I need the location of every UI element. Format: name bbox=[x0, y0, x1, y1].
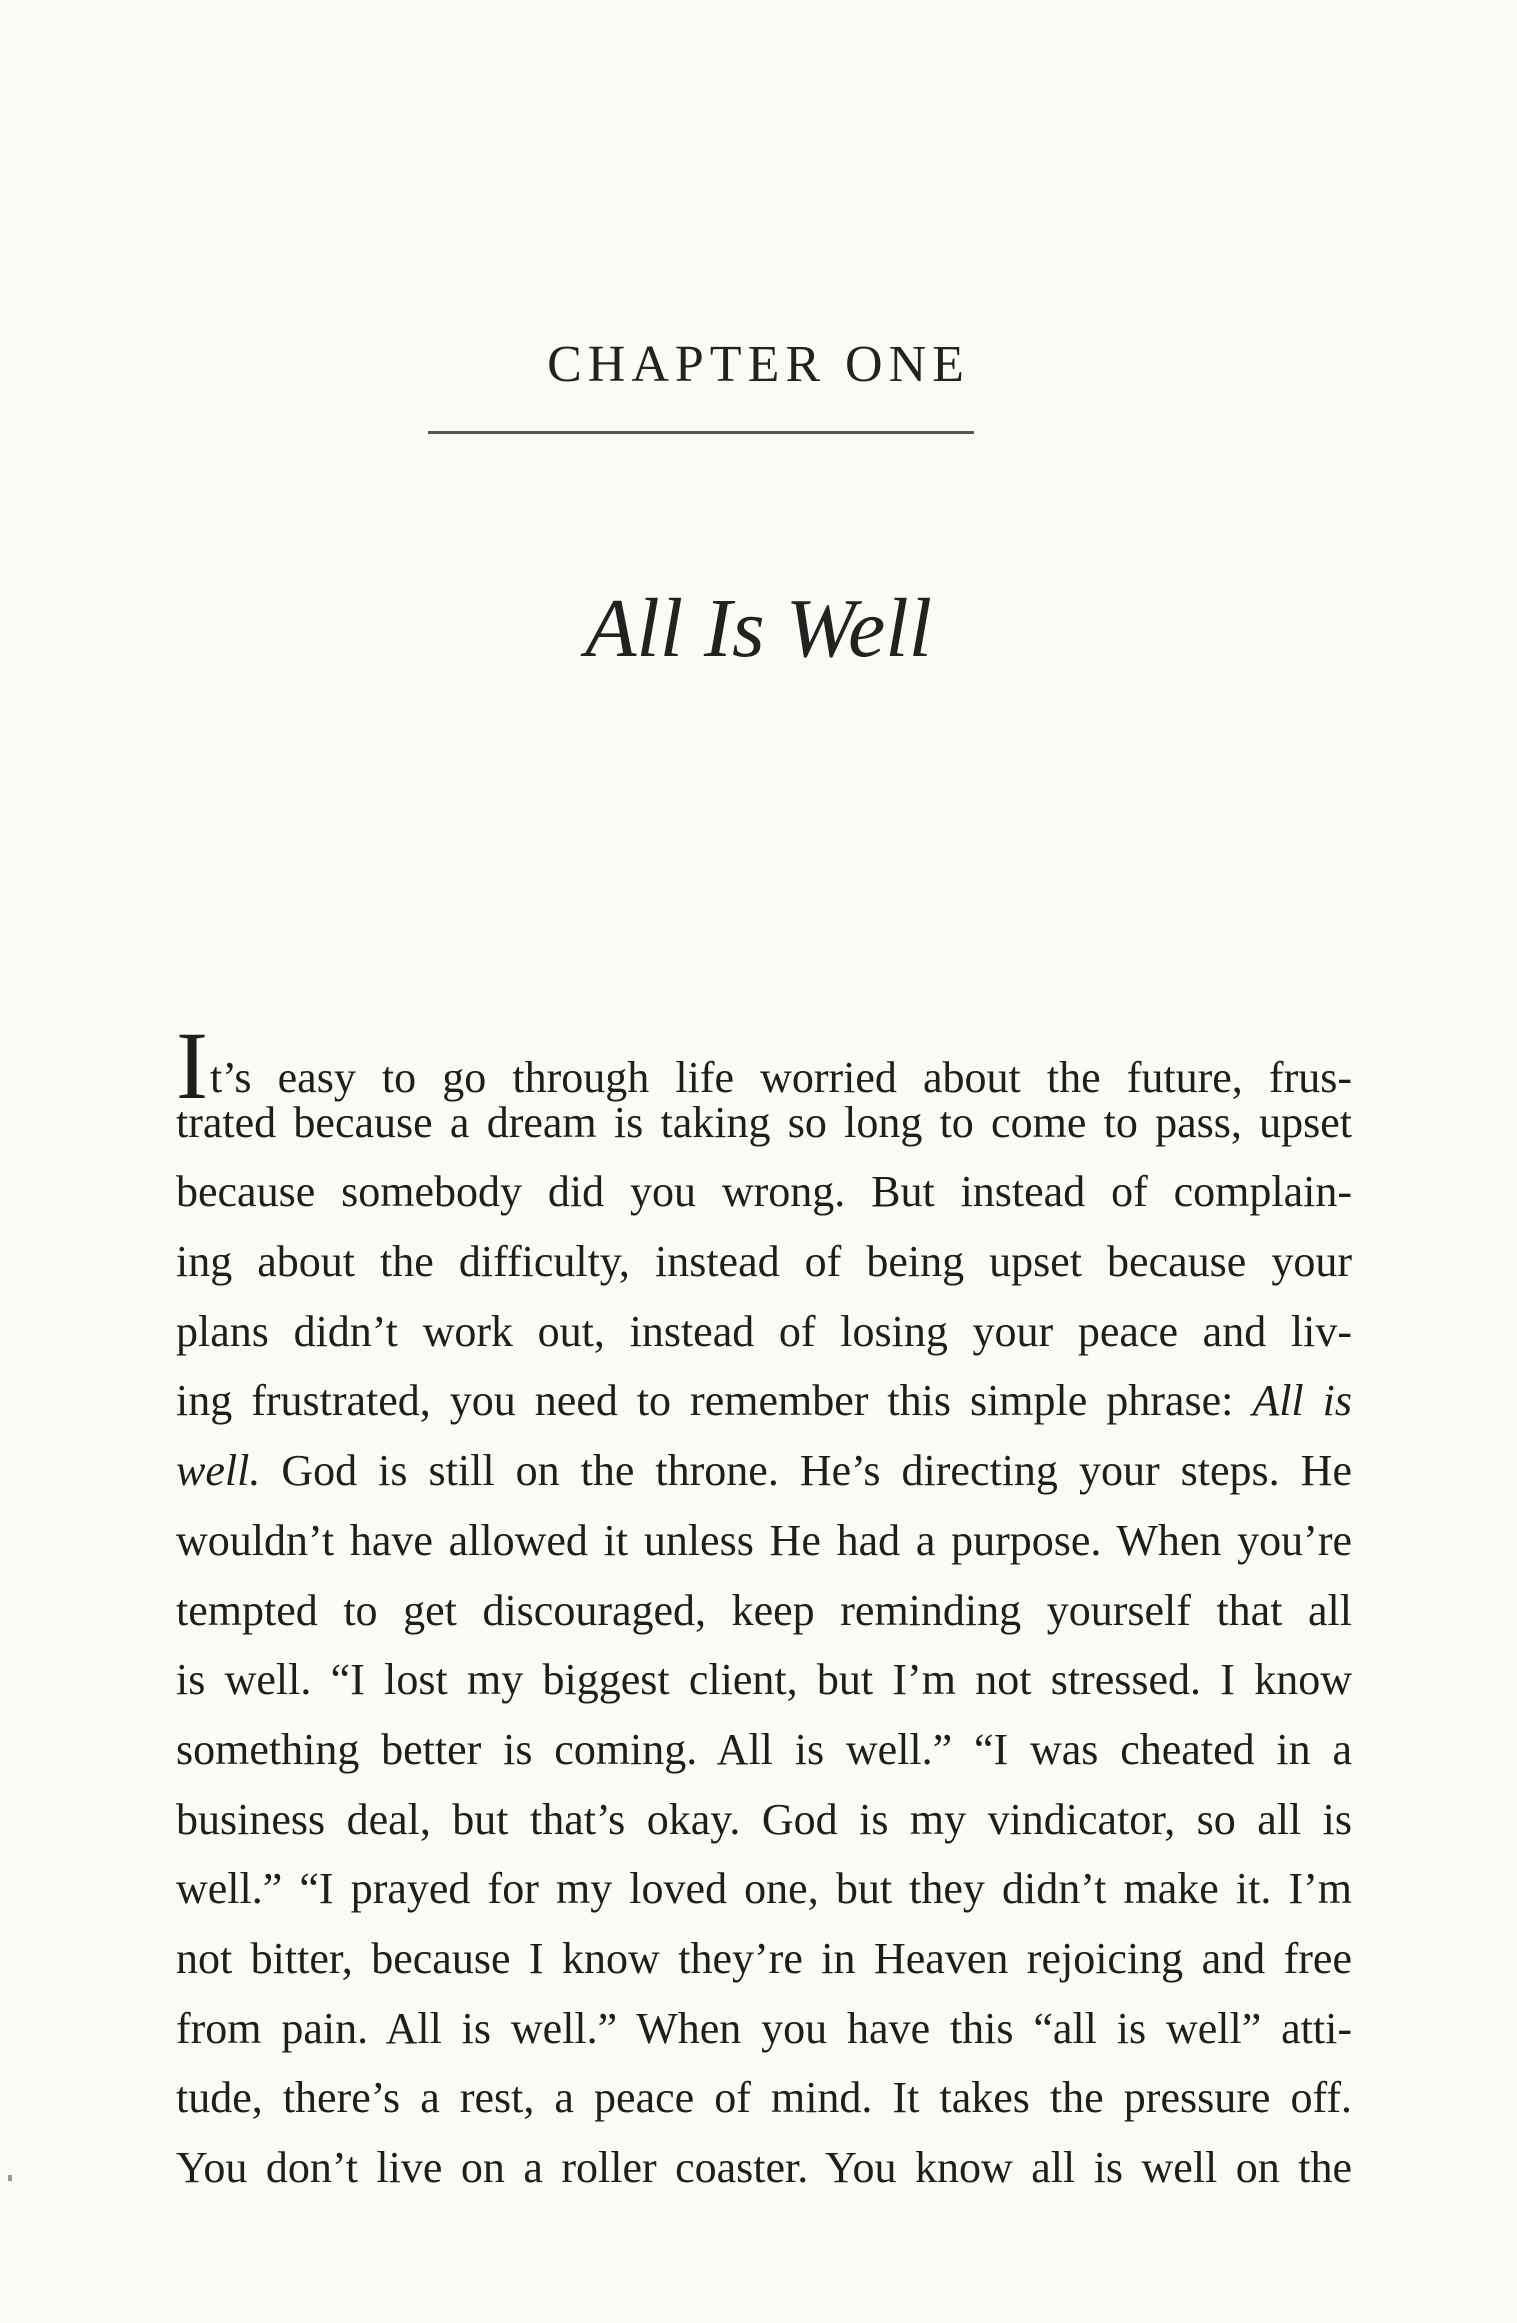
emphasis-phrase: well. bbox=[176, 1446, 261, 1496]
text-line: not bitter, because I know they’re in Heaven rejoicing and free bbox=[176, 1933, 1352, 1983]
body-paragraph bbox=[176, 1012, 1352, 2203]
text-line: tude, there’s a rest, a peace of mind. It takes the pressure off. bbox=[176, 2073, 1352, 2123]
emphasis-phrase: All is bbox=[1252, 1376, 1352, 1426]
text-line: ing about the difficulty, instead of being upset because your bbox=[176, 1237, 1352, 1287]
text-line: because somebody did you wrong. But instead of complain- bbox=[176, 1167, 1352, 1217]
text-line: It’s easy to go through life worried about the future, frus- bbox=[176, 1012, 1352, 1119]
scan-speck bbox=[8, 2175, 12, 2181]
text-line: is well. “I lost my biggest client, but I’m not stressed. I know bbox=[176, 1655, 1352, 1705]
chapter-label: CHAPTER ONE bbox=[547, 336, 970, 393]
text-line: business deal, but that’s okay. God is my vindicator, so all is bbox=[176, 1794, 1352, 1844]
text-line: tempted to get discouraged, keep reminding yourself that all bbox=[176, 1585, 1352, 1635]
text-line: something better is coming. All is well.” “I was cheated in a bbox=[176, 1724, 1352, 1774]
text-line: well. God is still on the throne. He’s directing your steps. He bbox=[176, 1446, 1352, 1496]
text-line: from pain. All is well.” When you have this “all is well” atti- bbox=[176, 2003, 1352, 2053]
text-line: wouldn’t have allowed it unless He had a purpose. When you’re bbox=[176, 1515, 1352, 1565]
text-line: ing frustrated, you need to remember this simple phrase: All is bbox=[176, 1376, 1352, 1426]
text-line: plans didn’t work out, instead of losing your peace and liv- bbox=[176, 1306, 1352, 1356]
chapter-title: All Is Well bbox=[585, 582, 932, 675]
text-line: You don’t live on a roller coaster. You know all is well on the bbox=[176, 2143, 1352, 2192]
text-line: well.” “I prayed for my loved one, but they didn’t make it. I’m bbox=[176, 1864, 1352, 1914]
drop-cap: I bbox=[176, 1012, 208, 1119]
text-line: trated because a dream is taking so long to come to pass, upset bbox=[176, 1097, 1352, 1147]
chapter-divider bbox=[428, 431, 974, 434]
